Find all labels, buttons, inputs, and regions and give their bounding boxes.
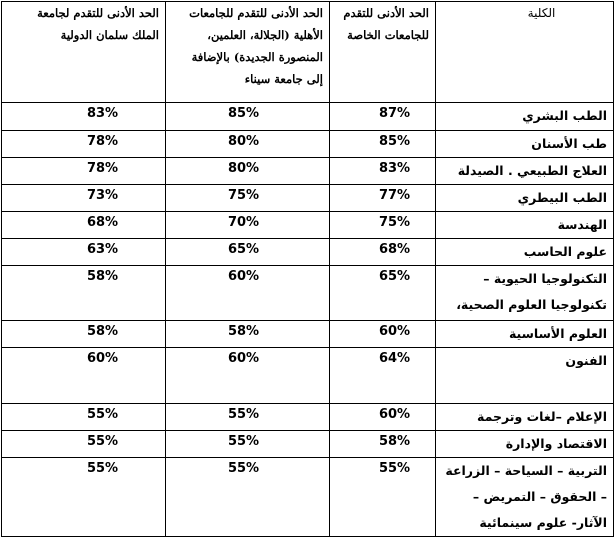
national-value-cell: 80%	[166, 131, 330, 158]
table-row	[2, 404, 614, 431]
king-value-cell: 83%	[2, 103, 166, 131]
king-value-cell: 55%	[2, 458, 166, 537]
table-row	[2, 158, 614, 185]
faculty-cell: الطب البيطري	[436, 185, 614, 212]
admission-table	[1, 1, 614, 537]
king-value-cell: 60%	[2, 348, 166, 404]
table-row	[2, 185, 614, 212]
private-value-cell: 58%	[330, 431, 436, 458]
national-value-cell: 80%	[166, 158, 330, 185]
table-row	[2, 266, 614, 321]
king-value-cell: 55%	[2, 404, 166, 431]
king-value-cell: 55%	[2, 431, 166, 458]
king-value-cell: 68%	[2, 212, 166, 239]
national-value-cell: 60%	[166, 266, 330, 321]
faculty-cell: طب الأسنان	[436, 131, 614, 158]
table-row	[2, 348, 614, 404]
national-value-cell: 55%	[166, 431, 330, 458]
private-value-cell: 75%	[330, 212, 436, 239]
national-value-cell: 58%	[166, 321, 330, 348]
table-header-row	[2, 2, 614, 103]
private-value-cell: 55%	[330, 458, 436, 537]
table-row	[2, 212, 614, 239]
table-row	[2, 131, 614, 158]
national-value-cell: 85%	[166, 103, 330, 131]
header-private-universities: الحد الأدنى للتقدم للجامعات الخاصة	[330, 2, 436, 103]
king-value-cell: 78%	[2, 131, 166, 158]
header-national-universities: الحد الأدنى للتقدم للجامعات الأهلية (الجلالة، العلمين، المنصورة الجديدة) بالإضافة إلى جامعة سيناء	[166, 2, 330, 103]
table-row	[2, 103, 614, 131]
private-value-cell: 60%	[330, 404, 436, 431]
table-row	[2, 239, 614, 266]
national-value-cell: 60%	[166, 348, 330, 404]
faculty-cell: العلاج الطبيعي . الصيدلة	[436, 158, 614, 185]
king-value-cell: 58%	[2, 321, 166, 348]
private-value-cell: 83%	[330, 158, 436, 185]
table-row	[2, 431, 614, 458]
national-value-cell: 55%	[166, 404, 330, 431]
king-value-cell: 78%	[2, 158, 166, 185]
header-faculty: الكلية	[436, 2, 614, 103]
faculty-cell: الإعلام –لغات وترجمة	[436, 404, 614, 431]
table-row	[2, 321, 614, 348]
faculty-cell: الهندسة	[436, 212, 614, 239]
faculty-cell: التربية – السياحة – الزراعة – الحقوق – التمريض –الآثار- علوم سينمائية	[436, 458, 614, 537]
private-value-cell: 68%	[330, 239, 436, 266]
national-value-cell: 65%	[166, 239, 330, 266]
private-value-cell: 64%	[330, 348, 436, 404]
national-value-cell: 75%	[166, 185, 330, 212]
faculty-cell: الاقتصاد والإدارة	[436, 431, 614, 458]
private-value-cell: 65%	[330, 266, 436, 321]
faculty-cell: علوم الحاسب	[436, 239, 614, 266]
header-king-salman-university: الحد الأدنى للتقدم لجامعة الملك سلمان الدولية	[2, 2, 166, 103]
faculty-cell: العلوم الأساسية	[436, 321, 614, 348]
king-value-cell: 73%	[2, 185, 166, 212]
table-row	[2, 458, 614, 537]
king-value-cell: 58%	[2, 266, 166, 321]
private-value-cell: 85%	[330, 131, 436, 158]
king-value-cell: 63%	[2, 239, 166, 266]
national-value-cell: 55%	[166, 458, 330, 537]
private-value-cell: 87%	[330, 103, 436, 131]
faculty-cell: الطب البشري	[436, 103, 614, 131]
national-value-cell: 70%	[166, 212, 330, 239]
private-value-cell: 60%	[330, 321, 436, 348]
faculty-cell: الفنون	[436, 348, 614, 404]
private-value-cell: 77%	[330, 185, 436, 212]
faculty-cell: التكنولوجيا الحيوية – تكنولوجيا العلوم الصحية،	[436, 266, 614, 321]
